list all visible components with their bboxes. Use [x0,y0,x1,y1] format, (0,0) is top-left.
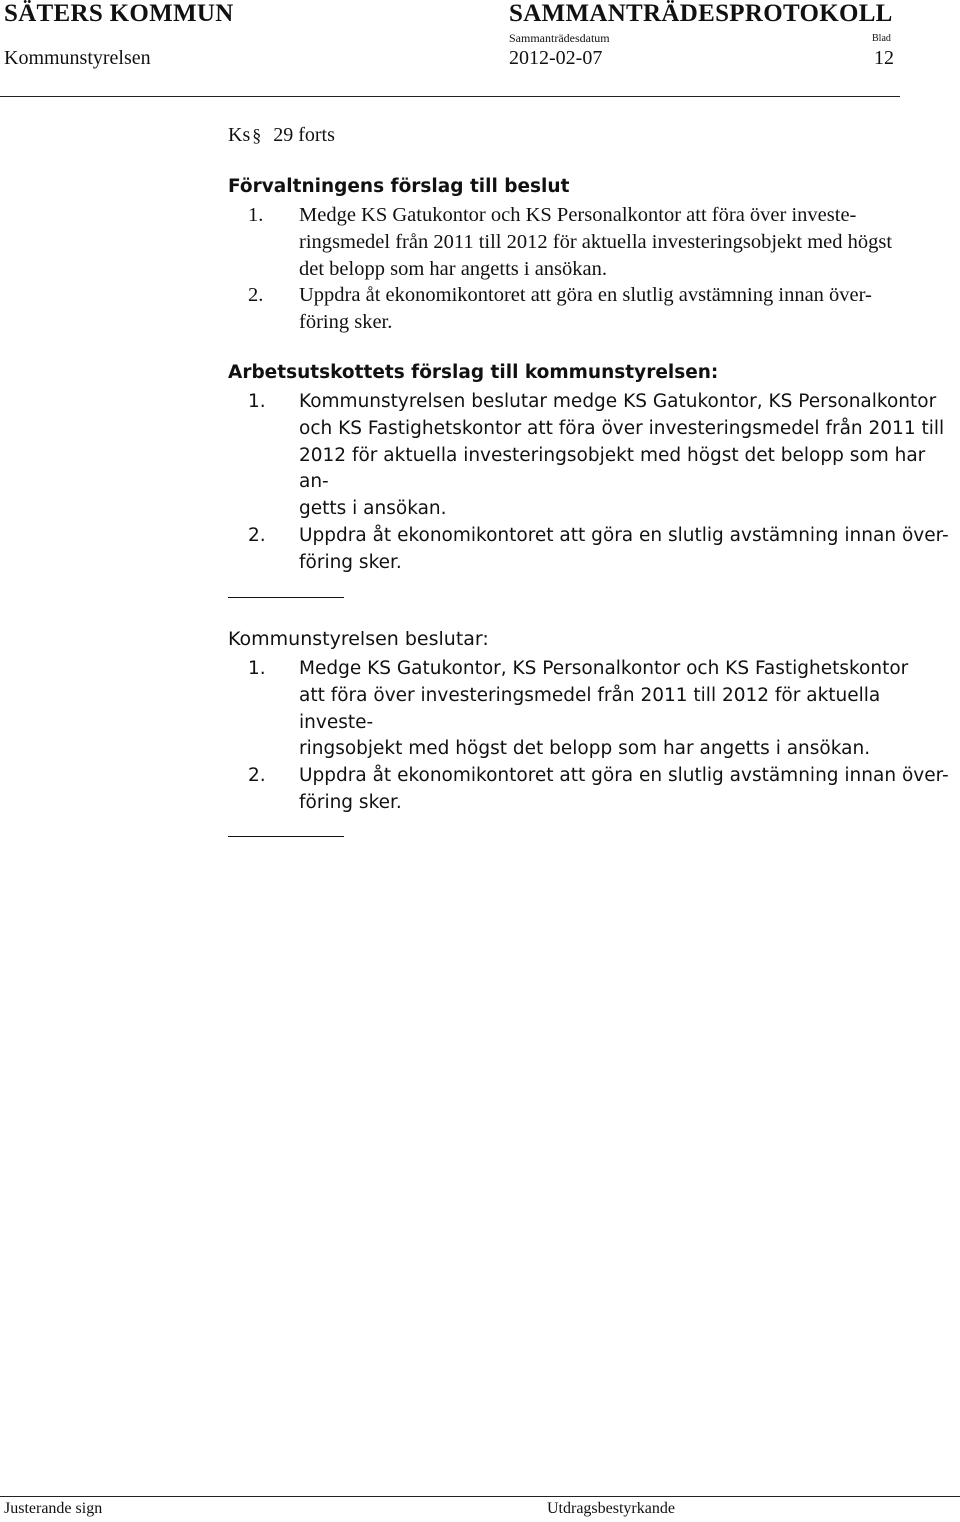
list-item-line: och KS Fastighetskontor att föra över investeringsmedel från 2011 till [299,417,945,439]
list-item-number: 2. [248,284,264,307]
administration-proposal-heading: Förvaltningens förslag till beslut [228,176,570,197]
header-divider [0,96,900,97]
list-item-line: föring sker. [299,551,402,573]
list-item [228,202,958,282]
list-item-line: Kommunstyrelsen beslutar medge KS Gatukontor, KS Personalkontor [299,391,937,412]
list-item-line: det belopp som har angetts i ansökan. [299,257,608,280]
section-number: 29 forts [273,124,335,146]
list-item-line: ringsmedel från 2011 till 2012 för aktuella investeringsobjekt med högst [299,230,893,253]
list-item-line: Medge KS Gatukontor, KS Personalkontor och KS Fastighetskontor [299,658,909,679]
list-item-line: Medge KS Gatukontor och KS Personalkontor att föra över investe- [299,204,857,226]
list-item [228,656,958,763]
page-label: Blad [872,33,891,44]
meeting-date-label: Sammanträdesdatum [509,31,610,45]
section-separator-line [228,597,344,598]
list-item-number: 1. [248,391,266,412]
list-item [228,523,958,577]
list-item-line: Uppdra åt ekonomikontoret att göra en slutlig avstämning innan över- [299,284,872,307]
list-item-line: 2012 för aktuella investeringsobjekt med högst det belopp som har an- [299,444,926,493]
list-item [228,763,958,817]
list-item-line: ringsobjekt med högst det belopp som har angetts i ansökan. [299,738,871,760]
municipality-name: SÄTERS KOMMUN [4,0,234,27]
section-separator-line [228,836,344,837]
committee-proposal-list [228,389,958,577]
section-reference [228,124,335,147]
board-decision-list [228,656,958,817]
board-decision-heading: Kommunstyrelsen beslutar: [228,628,489,650]
footer-divider [0,1496,960,1497]
list-item-line: Uppdra åt ekonomikontoret att göra en slutlig avstämning innan över- [299,765,949,787]
list-item [228,282,958,336]
list-item-line: Uppdra åt ekonomikontoret att göra en slutlig avstämning innan över- [299,524,949,546]
adjusting-signature-label: Justerande sign [4,1500,103,1517]
administration-proposal-list [228,202,958,336]
list-item-number: 1. [248,204,264,226]
list-item-number: 1. [248,658,266,679]
committee-proposal-heading: Arbetsutskottets förslag till kommunstyrelsen: [228,362,719,383]
list-item-line: föring sker. [299,311,393,334]
section-prefix: Ks [228,124,251,146]
list-item-line: getts i ansökan. [299,498,447,520]
extract-certification-label: Utdragsbestyrkande [547,1500,675,1517]
body-name: Kommunstyrelsen [4,47,151,69]
meeting-date: 2012-02-07 [509,47,603,69]
page-number: 12 [874,47,894,69]
list-item-line: föring sker. [299,791,402,813]
list-item [228,389,958,523]
document-type-title: SAMMANTRÄDESPROTOKOLL [509,0,893,27]
paragraph-sign-icon: § [252,125,262,145]
list-item-number: 2. [248,524,266,546]
list-item-number: 2. [248,765,266,787]
list-item-line: att föra över investeringsmedel från 2011 till 2012 för aktuella investe- [299,684,881,733]
